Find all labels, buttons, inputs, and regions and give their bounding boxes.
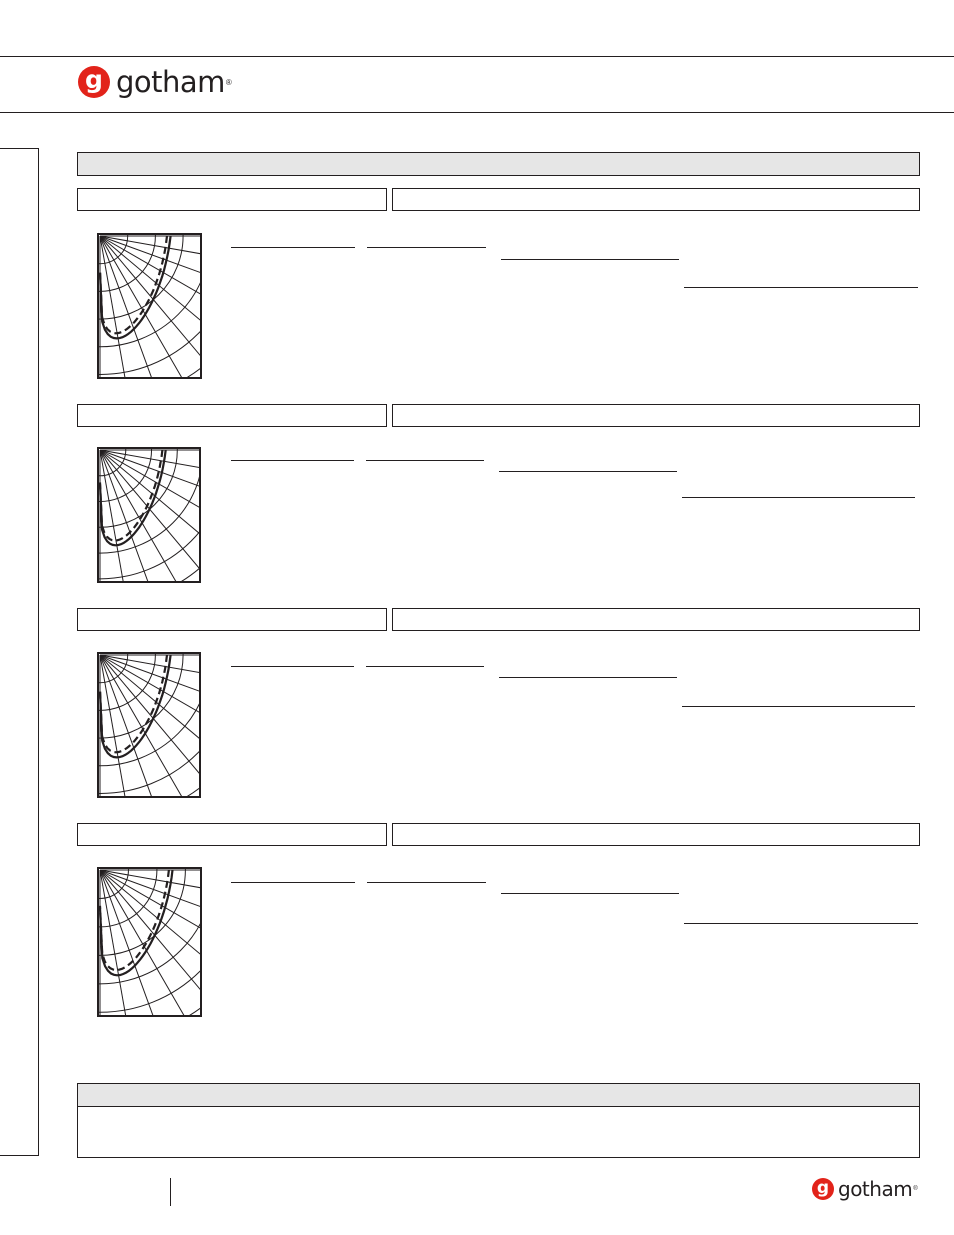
section-header-right (392, 823, 920, 846)
gotham-logo-icon: g (812, 1178, 834, 1200)
data-underline (499, 471, 677, 472)
data-underline (367, 247, 486, 248)
polar-radial-line (100, 450, 202, 584)
data-underline (682, 497, 915, 498)
data-underline (231, 247, 355, 248)
data-underline (231, 882, 355, 883)
polar-curve-solid (100, 655, 171, 757)
logo-wordmark: gotham (838, 1177, 913, 1201)
polar-radial-line (100, 450, 202, 584)
polar-ring (96, 651, 202, 766)
section-header-left (77, 404, 387, 427)
footer-logo (812, 1178, 918, 1200)
section-header-right (392, 608, 920, 631)
data-underline (682, 706, 915, 707)
polar-radial-line (100, 450, 202, 584)
polar-radial-line (100, 450, 202, 584)
notes-header (78, 1084, 919, 1107)
polar-ring (96, 866, 203, 1018)
polar-grid (96, 232, 203, 380)
polar-radial-line (100, 450, 202, 584)
header-bottom-rule (0, 112, 954, 113)
polar-grid (96, 651, 202, 799)
notes-box (77, 1083, 920, 1158)
polar-ring (96, 866, 203, 1018)
section-header-left (77, 608, 387, 631)
section-header-right (392, 188, 920, 211)
polar-candela-chart (96, 651, 202, 799)
polar-candela-chart (96, 866, 203, 1018)
data-underline (366, 460, 484, 461)
section-header-right (392, 404, 920, 427)
data-underline (367, 882, 486, 883)
polar-radial-line (100, 870, 169, 1018)
header-logo (78, 66, 232, 98)
data-underline (366, 666, 484, 667)
logo-wordmark: gotham (116, 65, 225, 99)
sidebar-frame (0, 148, 39, 1156)
logo-registered-mark: ® (913, 1186, 918, 1192)
polar-curve-solid (100, 450, 166, 545)
polar-curve-solid (100, 236, 171, 338)
header-top-rule (0, 56, 954, 57)
data-underline (684, 923, 918, 924)
polar-curve-solid (100, 870, 173, 975)
data-underline (501, 893, 679, 894)
polar-radial-line (100, 450, 202, 584)
polar-candela-chart (96, 232, 203, 380)
polar-candela-chart (96, 446, 202, 584)
polar-grid (96, 446, 202, 584)
data-underline (231, 666, 354, 667)
polar-radial-line (100, 450, 202, 519)
polar-ring (96, 232, 203, 347)
polar-radial-line (100, 870, 203, 939)
data-underline (231, 460, 354, 461)
polar-grid (96, 866, 203, 1018)
logo-registered-mark: ® (225, 77, 232, 87)
data-underline (501, 259, 679, 260)
gotham-logo-icon: g (78, 66, 110, 98)
section-header-left (77, 188, 387, 211)
section-title-band (77, 152, 920, 176)
data-underline (499, 677, 677, 678)
footer-divider (170, 1178, 171, 1206)
section-header-left (77, 823, 387, 846)
data-underline (684, 287, 918, 288)
